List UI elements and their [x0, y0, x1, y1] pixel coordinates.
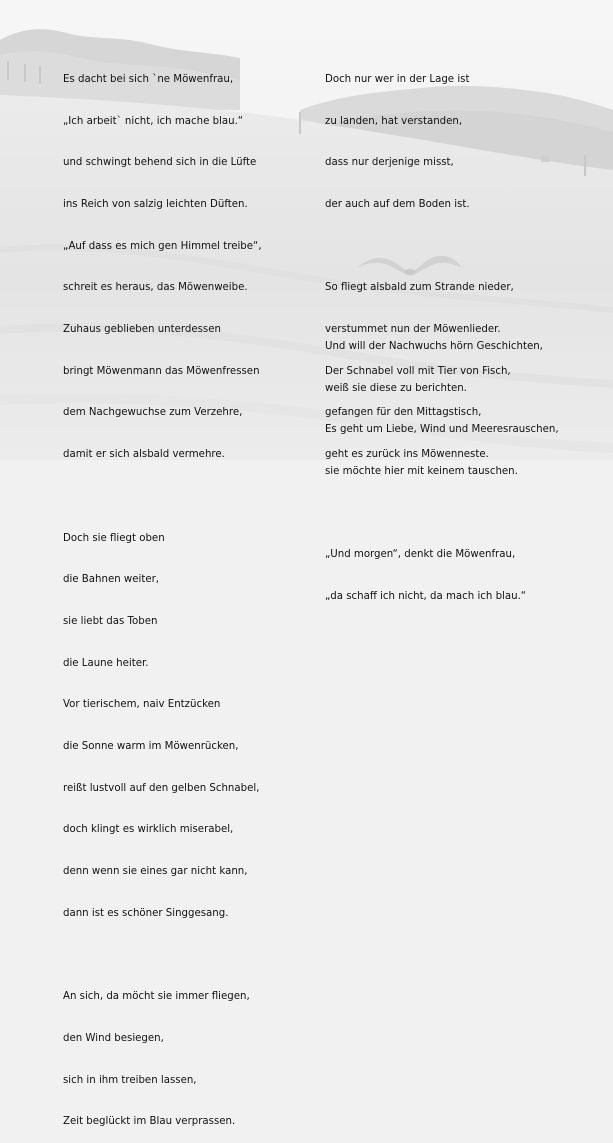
poem-left-column — [63, 45, 262, 1143]
stanza-break — [325, 240, 514, 254]
poem-line: „da schaff ich nicht, da mach ich blau.“ — [325, 591, 527, 603]
poem-line: Und will der Nachwuchs hörn Geschichten, — [325, 340, 543, 352]
poem-line: der auch auf dem Boden ist. — [325, 198, 470, 210]
poem-line: sie liebt das Toben — [63, 615, 158, 627]
poem-line: und schwingt behend sich in die Lüfte — [63, 157, 257, 169]
poem-line: Der Schnabel voll mit Tier von Fisch, — [325, 365, 511, 377]
poem-line: „Auf dass es mich gen Himmel treibe“, — [63, 240, 262, 252]
poem-right-column-bottom — [325, 312, 559, 618]
poem-line: denn wenn sie eines gar nicht kann, — [63, 866, 248, 878]
poem-line: die Laune heiter. — [63, 657, 149, 669]
poem-line: damit er sich alsbald vermehre. — [63, 449, 225, 461]
poem-line: weiß sie diese zu berichten. — [325, 382, 467, 394]
poem-line: gefangen für den Mittagstisch, — [325, 407, 482, 419]
poem-line: sich in ihm treiben lassen, — [63, 1074, 197, 1086]
poem-line: die Bahnen weiter, — [63, 574, 160, 586]
poem-line: sie möchte hier mit keinem tauschen. — [325, 465, 518, 477]
poem-line: Zuhaus geblieben unterdessen — [63, 324, 221, 336]
poem-line: doch klingt es wirklich miserabel, — [63, 824, 234, 836]
poem-line: Doch nur wer in der Lage ist — [325, 73, 470, 85]
poem-line: An sich, da möcht sie immer fliegen, — [63, 991, 250, 1003]
stanza-break — [63, 949, 262, 963]
poem-line: dann ist es schöner Singgesang. — [63, 907, 229, 919]
poem-line: ins Reich von salzig leichten Düften. — [63, 198, 248, 210]
poem-line: schreit es heraus, das Möwenweibe. — [63, 282, 248, 294]
poem-line: verstummet nun der Möwenlieder. — [325, 324, 501, 336]
poem-line: reißt lustvoll auf den gelben Schnabel, — [63, 782, 260, 794]
poem-line: zu landen, hat verstanden, — [325, 115, 463, 127]
poem-line: So fliegt alsbald zum Strande nieder, — [325, 282, 514, 294]
poem-line: Es dacht bei sich `ne Möwenfrau, — [63, 73, 234, 85]
stanza-break — [325, 507, 559, 521]
poem-line: Doch sie fliegt oben — [63, 532, 165, 544]
poem-line: die Sonne warm im Möwenrücken, — [63, 741, 239, 753]
poem-line: Zeit beglückt im Blau verprassen. — [63, 1116, 236, 1128]
stanza-break — [63, 490, 262, 504]
poem-line: den Wind besiegen, — [63, 1032, 164, 1044]
poem-line: Vor tierischem, naiv Entzücken — [63, 699, 221, 711]
poem-line: „Ich arbeit` nicht, ich mache blau.“ — [63, 115, 244, 127]
poem-line: geht es zurück ins Möwenneste. — [325, 449, 489, 461]
poem-line: „Und morgen“, denkt die Möwenfrau, — [325, 549, 516, 561]
poem-line: dem Nachgewuchse zum Verzehre, — [63, 407, 243, 419]
poem-line: Es geht um Liebe, Wind und Meeresrauschen, — [325, 424, 559, 436]
poem-line: dass nur derjenige misst, — [325, 157, 454, 169]
poem-line: bringt Möwenmann das Möwenfressen — [63, 365, 260, 377]
